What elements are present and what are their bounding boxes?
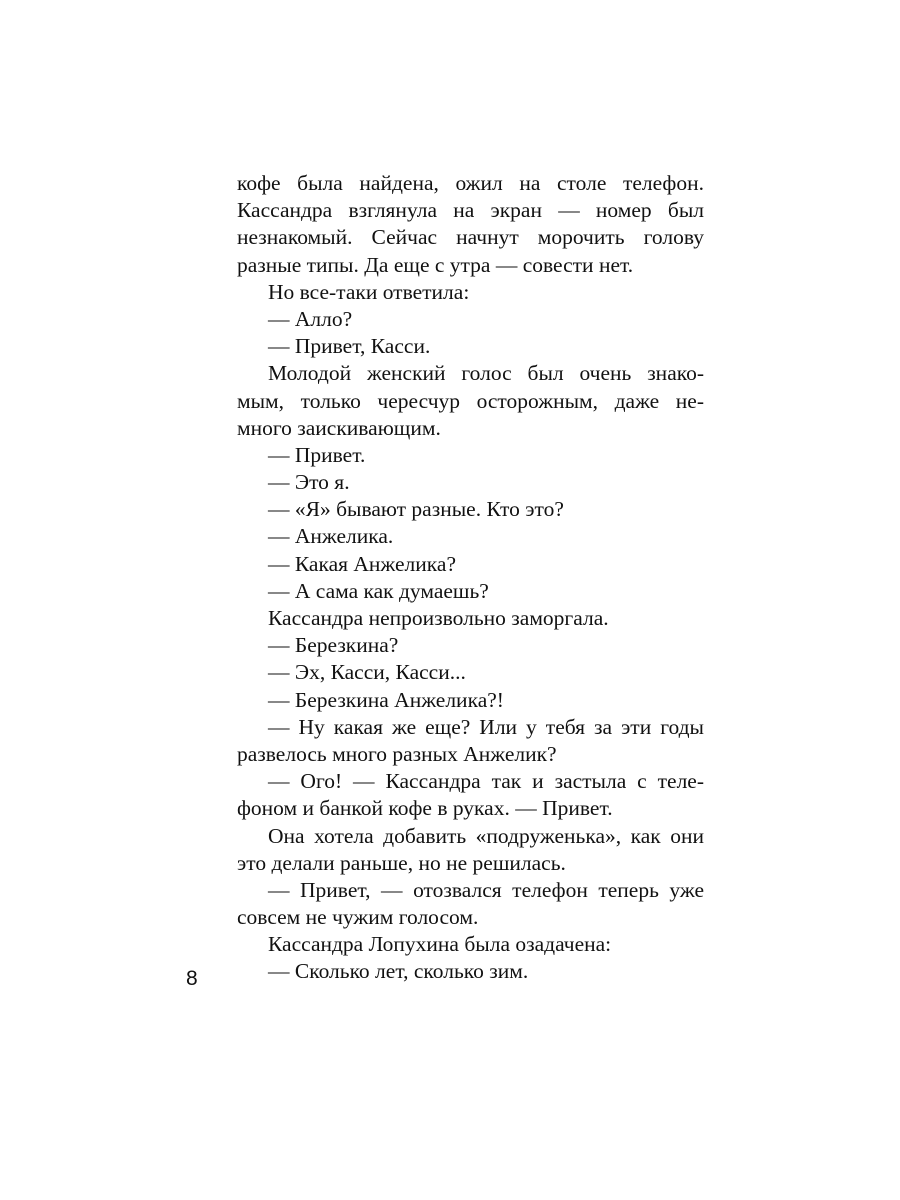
text-line: Молодой женский голос был очень знако-: [268, 361, 704, 386]
text-line: — Привет.: [268, 442, 366, 467]
text-line: — Привет, — отозвался телефон теперь уже: [268, 877, 704, 902]
text-line: Но все-таки ответила:: [268, 279, 470, 304]
page-number: 8: [186, 967, 198, 990]
text-line: — Березкина Анжелика?!: [268, 687, 504, 712]
text-line: мым, только чересчур осторожным, даже не-: [237, 388, 704, 413]
text-line: — Привет, Касси.: [268, 334, 431, 359]
text-line: это делали раньше, но не решилась.: [237, 850, 566, 875]
text-line: совсем не чужим голосом.: [237, 905, 479, 930]
text-line: много заискивающим.: [237, 415, 441, 440]
text-line: Кассандра непроизвольно заморгала.: [268, 606, 609, 630]
text-line: — Какая Анжелика?: [268, 551, 456, 576]
text-line: — А сама как думаешь?: [268, 578, 489, 603]
text-line: — Ну какая же еще? Или у тебя за эти годы: [268, 714, 704, 739]
text-line: — Алло?: [268, 306, 353, 331]
text-line: разные типы. Да еще с утра — совести нет.: [237, 252, 634, 277]
text-line: — Ого! — Кассандра так и застыла с теле-: [268, 769, 704, 794]
text-line: — Анжелика.: [268, 524, 394, 549]
text-line: — Березкина?: [268, 633, 399, 658]
text-line: — «Я» бывают разные. Кто это?: [268, 497, 564, 522]
text-line: незнакомый. Сейчас начнут морочить голову: [237, 225, 704, 250]
text-line: — Это я.: [268, 470, 350, 495]
text-line: — Сколько лет, сколько зим.: [268, 959, 529, 984]
body-text: [237, 170, 704, 986]
text-line: Кассандра взглянула на экран — номер был: [237, 198, 704, 223]
text-line: развелось много разных Анжелик?: [237, 741, 557, 766]
text-line: кофе была найдена, ожил на столе телефон.: [237, 171, 704, 195]
text-line: Она хотела добавить «подруженька», как они: [268, 823, 704, 848]
text-line: — Эх, Касси, Касси...: [268, 660, 466, 685]
text-line: Кассандра Лопухина была озадачена:: [268, 932, 612, 957]
text-line: фоном и банкой кофе в руках. — Привет.: [237, 796, 613, 821]
